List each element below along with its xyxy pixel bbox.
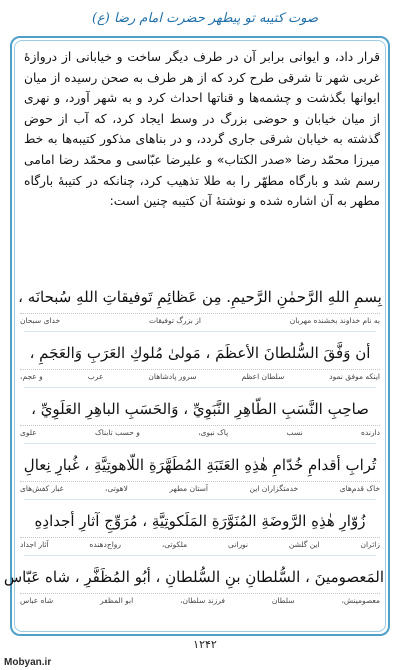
inscription-arabic: زُوّارِ هٰذِهِ الرَّوضَةِ المُنَوَّرَةِ المَلَكوتِيَّةِ ، مُرَوِّجِ آثارِ أجدادِهِ bbox=[34, 512, 366, 530]
inscription-arabic: صاحِبِ النَّسَبِ الطّاهِرِ النَّبَوِيِّ ، وَالحَسَبِ الباهِرِ العَلَوِيِّ ، bbox=[31, 400, 369, 418]
gloss-word: شاه عباس bbox=[20, 596, 54, 605]
inscription-list bbox=[3, 276, 384, 612]
gloss-word: به نام خداوند بخشنده مهربان bbox=[289, 316, 380, 325]
gloss-word: ملکوتی، bbox=[161, 540, 188, 549]
gloss-word: نسب bbox=[286, 428, 303, 437]
gloss-word: خدای سبحان bbox=[20, 316, 61, 325]
inscription-arabic: تُرابِ أقدامِ خُدّامِ هٰذِهِ العَتَبَةِ المُطَهَّرَةِ اللّاهوتِيَّةِ ، غُبارِ نِعالِ bbox=[23, 456, 377, 474]
gloss-word: زائران bbox=[360, 540, 380, 549]
inscription-gloss bbox=[20, 537, 380, 549]
gloss-word: نورانی bbox=[228, 540, 249, 549]
gloss-word: پاک نبوی، bbox=[198, 428, 229, 437]
gloss-word: سرور پادشاهان bbox=[148, 372, 197, 381]
inscription-gloss bbox=[20, 369, 380, 381]
gloss-word: از بزرگ توفیقات bbox=[148, 316, 201, 325]
gloss-word: این گلشن bbox=[288, 540, 320, 549]
gloss-word: اینکه موفق نمود bbox=[329, 372, 380, 381]
page-header-title: صوت کتیبه تو پیطهر حضرت امام رضا (ع) bbox=[91, 11, 319, 26]
inscription-arabic: المَعصومينَ ، السُّلطانِ بنِ السُّلطانِ ، أبُو المُظَفَّرِ ، شاه عَبّاس bbox=[3, 568, 384, 586]
inscription-gloss bbox=[20, 425, 380, 437]
gloss-word: معصومینش، bbox=[341, 596, 380, 605]
gloss-word: آستان مطهر bbox=[169, 484, 208, 493]
gloss-word: غبار کفش‌های bbox=[20, 484, 64, 493]
gloss-word: علوی bbox=[20, 428, 37, 437]
page-number: ۱۲۴۲ bbox=[193, 638, 217, 651]
gloss-word: و عجم، bbox=[20, 372, 43, 381]
gloss-word: فرزند سلطان، bbox=[180, 596, 225, 605]
inscription-line bbox=[16, 276, 384, 332]
gloss-word: رواج‌دهنده bbox=[89, 540, 122, 549]
inscription-line bbox=[16, 500, 384, 556]
inscription-arabic: بِسمِ اللهِ الرَّحمٰنِ الرَّحيمِ. مِن عَظائِمِ تَوفيقاتِ اللهِ سُبحانَه ، bbox=[18, 288, 382, 306]
paragraph-text: قرار داد، و ایوانی برابر آن در طرف دیگر ساخت و خیابانی از دروازهٔ غربی شهر تا شرقی طرح کرد که از هر طرف به صحن رسیده از میان ایوانها بگذشت و چشمه‌ها و قناتها احداث کرد و به شهر آورد، و نهری از میان خیابان و حوضی بزرگ در وسط ایجاد کرد، که آب از حوض گذشته به خیابان شرقی جاری گردد، و در بناهای مذکور کتیبه‌ها به خط میرزا محمّد رضا «صدر الکتاب» و علیرضا عبّاسی و محمّد رضا امامی رسم شد و بارگاه مطهّر را به طلا تذهیب کرد، چنانکه در کتیبهٔ بارگاه مطهر به آن اشاره شده و نوشتهٔ آن کتیبه چنین است: bbox=[24, 50, 380, 209]
inscription-gloss bbox=[20, 481, 380, 493]
gloss-word: سلطان اعظم bbox=[241, 372, 285, 381]
body-paragraph bbox=[24, 47, 380, 212]
inscription-gloss bbox=[20, 313, 380, 325]
gloss-word: خاک قدم‌های bbox=[339, 484, 380, 493]
gloss-word: لاهوتی، bbox=[105, 484, 128, 493]
gloss-word: دارنده bbox=[361, 428, 380, 437]
inscription-line bbox=[16, 388, 384, 444]
inscription-line bbox=[3, 556, 384, 612]
inscription-line bbox=[16, 332, 384, 388]
gloss-word: ابو المظفر bbox=[99, 596, 134, 605]
inscription-gloss bbox=[20, 593, 380, 605]
gloss-word: عرب bbox=[87, 372, 104, 381]
inscription-line bbox=[16, 444, 384, 500]
gloss-word: آثار اجداد bbox=[20, 540, 49, 549]
gloss-word: خدمتگزاران این bbox=[249, 484, 299, 493]
gloss-word: و حسب تابناک bbox=[95, 428, 140, 437]
gloss-word: سلطان bbox=[271, 596, 295, 605]
site-watermark: Mobyan.ir bbox=[4, 657, 52, 668]
inscription-arabic: أن وَفَّقَ السُّلطانَ الأعظَمَ ، مَولىٰ مُلوكِ العَرَبِ وَالعَجَمِ ، bbox=[29, 344, 371, 362]
